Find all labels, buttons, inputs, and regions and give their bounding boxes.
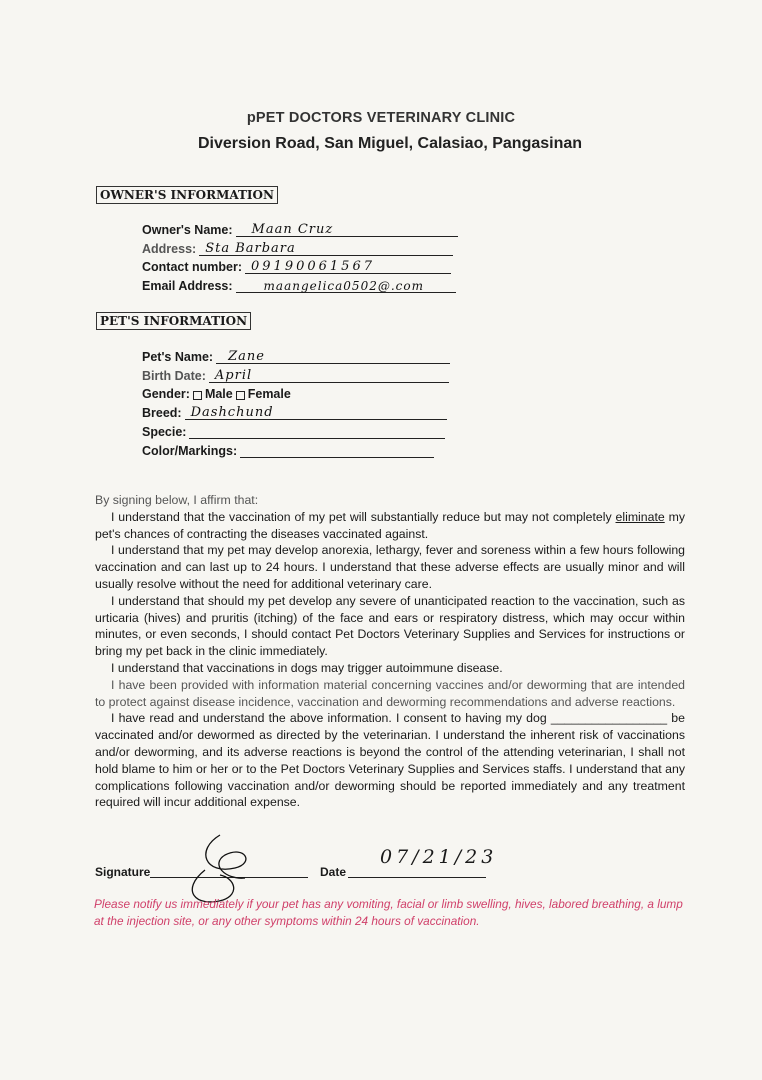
gender-field: [142, 387, 291, 401]
owner-name-line: [236, 222, 458, 237]
affirmation-p1: I understand that the vaccination of my pet will substantially reduce but may not completely eliminate my pet's chances of contracting the diseases vaccinated against.: [95, 509, 686, 541]
breed-line: [185, 405, 447, 420]
owner-section-heading: OWNER'S INFORMATION: [96, 186, 278, 204]
affirmation-text: [95, 492, 685, 811]
affirmation-p3: I understand that should my pet develop any severe of unanticipated reaction to the vaccination, such as urticaria (hives) and pruritis (itching) of the face and ears or respiratory distress, which may occur within minutes, or even seconds, I should contact Pet Doctors Veterinary Supplies and Services for instructions or bring my pet back in the clinic immediately.: [95, 593, 685, 659]
female-option-label: Female: [247, 387, 291, 401]
notice-text: Please notify us immediately if your pet has any vomiting, facial or limb swelling, hives, labored breathing, a lump at the injection site, or any other symptoms within 24 hours of vaccination.: [94, 897, 683, 928]
affirmation-p4: I understand that vaccinations in dogs may trigger autoimmune disease.: [111, 660, 503, 675]
clinic-name: pPET DOCTORS VETERINARY CLINIC: [246, 110, 516, 126]
email-line: [236, 278, 456, 293]
clinic-address: Diversion Road, San Miguel, Calasiao, Pangasinan: [197, 135, 583, 152]
contact-line: [245, 259, 451, 274]
owner-name-label: Owner's Name:: [142, 223, 233, 237]
birth-date-field: [142, 368, 449, 383]
specie-label: Specie:: [142, 425, 187, 439]
pet-section-heading: PET'S INFORMATION: [96, 312, 251, 330]
address-value: Sta Barbara: [205, 241, 296, 256]
address-field: [142, 241, 453, 256]
specie-field: [142, 424, 445, 439]
breed-label: Breed:: [142, 406, 182, 420]
contact-label: Contact number:: [142, 260, 242, 274]
email-label: Email Address:: [142, 279, 233, 293]
color-markings-field: [142, 443, 434, 458]
pet-name-field: [142, 349, 450, 364]
owner-name-value: Maan Cruz: [251, 222, 334, 237]
address-line: [199, 241, 453, 256]
date-line: [348, 877, 486, 878]
color-markings-line: [240, 443, 434, 458]
pet-name-value: Zane: [228, 349, 265, 364]
birth-date-value: April: [214, 368, 253, 383]
contact-field: [142, 259, 451, 274]
specie-line: [189, 424, 445, 439]
address-label: Address:: [142, 242, 197, 256]
email-value: maangelica0502@.com: [263, 279, 424, 293]
female-checkbox[interactable]: [236, 391, 245, 400]
male-checkbox[interactable]: [193, 391, 202, 400]
color-markings-label: Color/Markings:: [142, 444, 238, 458]
birth-date-line: [209, 368, 449, 383]
date-label: Date: [320, 865, 347, 879]
affirmation-p6: I have read and understand the above information. I consent to having my dog _________________ be vaccinated and/or dewormed as directed by the veterinarian. I understand the inherent risk of vaccinations and/or deworming, and its adverse reactions is beyond the control of the attending veterinarian, I shall not hold blame to him or her or to the Pet Doctors Veterinary Supplies and Services staffs. I understand that any complications following vaccination and/or deworming should be reported immediately and any treatment required will incur additional expense.: [95, 711, 685, 810]
birth-date-label: Birth Date:: [142, 369, 206, 383]
affirmation-p2: I understand that my pet may develop anorexia, lethargy, fever and soreness within a few hours following vaccination and can last up to 24 hours. I understand that these adverse effects are usually minor and will usually resolve without the need for additional veterinary care.: [95, 543, 685, 591]
owner-name-field: [142, 222, 458, 237]
breed-field: [142, 405, 447, 420]
gender-label: Gender:: [142, 387, 190, 401]
pet-name-label: Pet's Name:: [142, 350, 214, 364]
contact-value: 09190061567: [251, 259, 375, 274]
affirmation-intro: By signing below, I affirm that:: [95, 493, 259, 507]
affirmation-p5: I have been provided with information material concerning vaccines and/or deworming that are intended to protect against disease incidence, vaccination and deworming recommendations and adverse reactions.: [95, 677, 685, 709]
date-value: 07/21/23: [380, 846, 498, 868]
breed-value: Dashchund: [190, 405, 274, 420]
pet-name-line: [216, 349, 450, 364]
male-option-label: Male: [204, 387, 233, 401]
signature-label: Signature: [95, 865, 151, 879]
email-field: [142, 278, 456, 293]
